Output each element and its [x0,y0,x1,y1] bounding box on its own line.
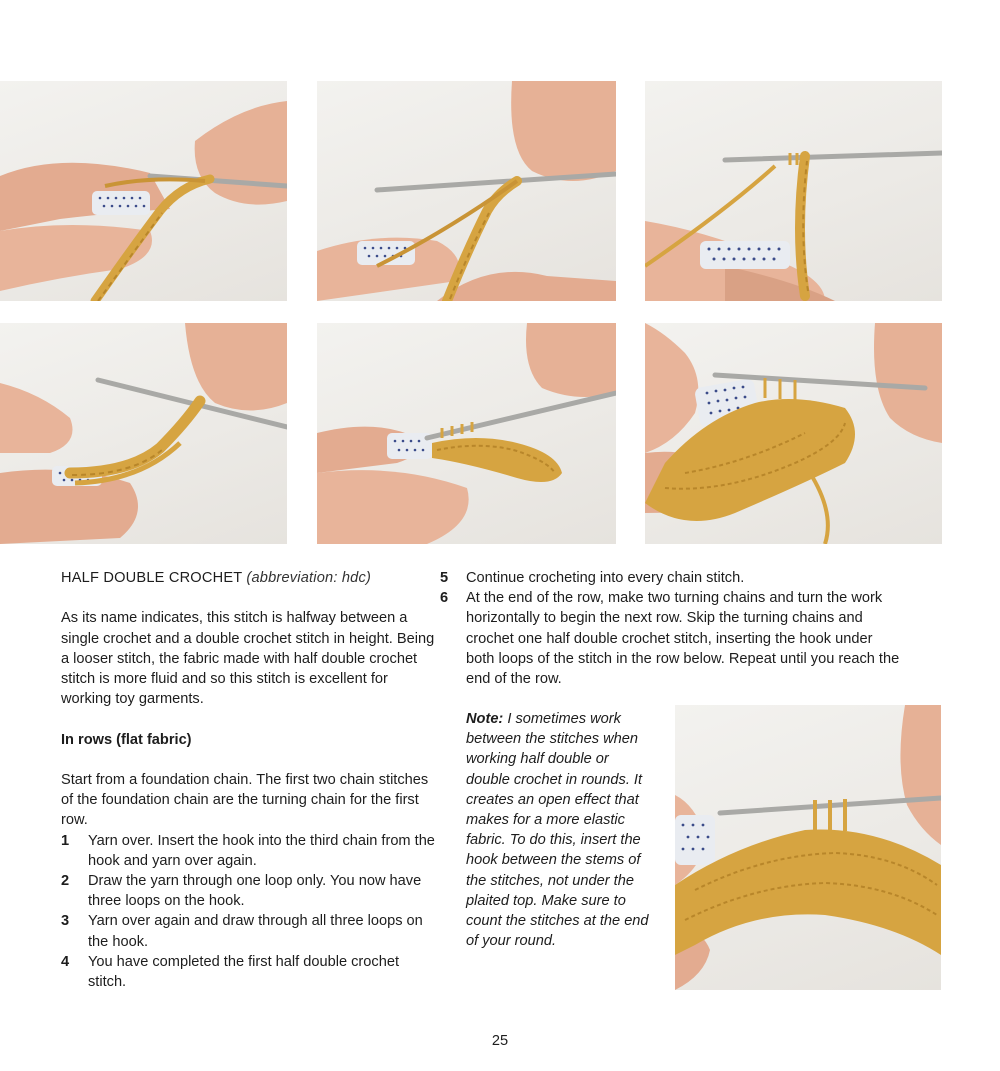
photo-note [675,705,941,990]
step-number: 3 [61,913,70,930]
step-item [440,588,902,689]
step-item [61,871,439,911]
step-item [61,831,439,871]
step-text: At the end of the row, make two turning chains and turn the work horizontally to begin the next row. Skip the turning chains and crochet one half double crochet stitch, inserting the hook under both loops of the stitch in the row below. Repeat until you reach the end of the row. [466,590,900,688]
note-label: Note: [466,711,504,727]
start-paragraph: Start from a foundation chain. The first two chain stitches of the foundation chain are the turning chain for the first row. [61,771,429,829]
step-item [61,952,439,992]
step-text: Yarn over. Insert the hook into the third chain from the hook and yarn over again. [88,832,435,869]
photo-step-4 [0,323,287,544]
photo-step-5 [317,323,616,544]
left-column [61,568,439,992]
step-number: 1 [61,832,70,849]
section-title-abbreviation: (abbreviation: hdc) [246,570,372,586]
step-number: 2 [61,873,70,889]
step-item [440,568,902,588]
note-box [466,709,652,951]
steps-list-right [440,568,902,689]
section-title [61,568,439,588]
step-text: Yarn over again and draw through all three loops on the hook. [88,913,423,950]
photo-note-illustration [675,705,941,990]
section-title-text: HALF DOUBLE CROCHET [61,570,243,586]
photo-step-3 [645,81,942,301]
steps-list-left [61,831,439,993]
photo-step-1 [0,81,287,301]
photo-step-6-illustration [645,323,942,544]
step-item [61,911,439,951]
note-text: I sometimes work between the stitches when working half double or double crochet in rounds. It creates an open effect that makes for a more elastic fabric. To do this, insert the hook between the stems of the stitches, not under the plaited top. Make sure to count the stitches at the end of your round. [466,711,649,950]
photo-step-6 [645,323,942,544]
photo-step-4-illustration [0,323,287,544]
photo-step-1-illustration [0,81,287,301]
photo-step-3-illustration [645,81,942,301]
page-number: 25 [491,1033,509,1049]
step-number: 6 [440,590,449,607]
step-text: Continue crocheting into every chain stitch. [466,570,745,586]
intro-paragraph: As its name indicates, this stitch is halfway between a single crochet and a double crochet stitch in height. Being a looser stitch, the fabric made with half double crochet stitch is more fluid and so this stitch is excellent for working toy garments. [61,610,435,708]
step-number: 5 [440,570,449,586]
step-number: 4 [61,953,70,970]
photo-step-2-illustration [317,81,616,301]
photo-step-2 [317,81,616,301]
step-text: Draw the yarn through one loop only. You now have three loops on the hook. [88,873,422,910]
subhead-rows: In rows (flat fabric) [61,731,192,748]
step-text: You have completed the first half double crochet stitch. [88,953,399,991]
right-column [440,568,902,689]
photo-step-5-illustration [317,323,616,544]
